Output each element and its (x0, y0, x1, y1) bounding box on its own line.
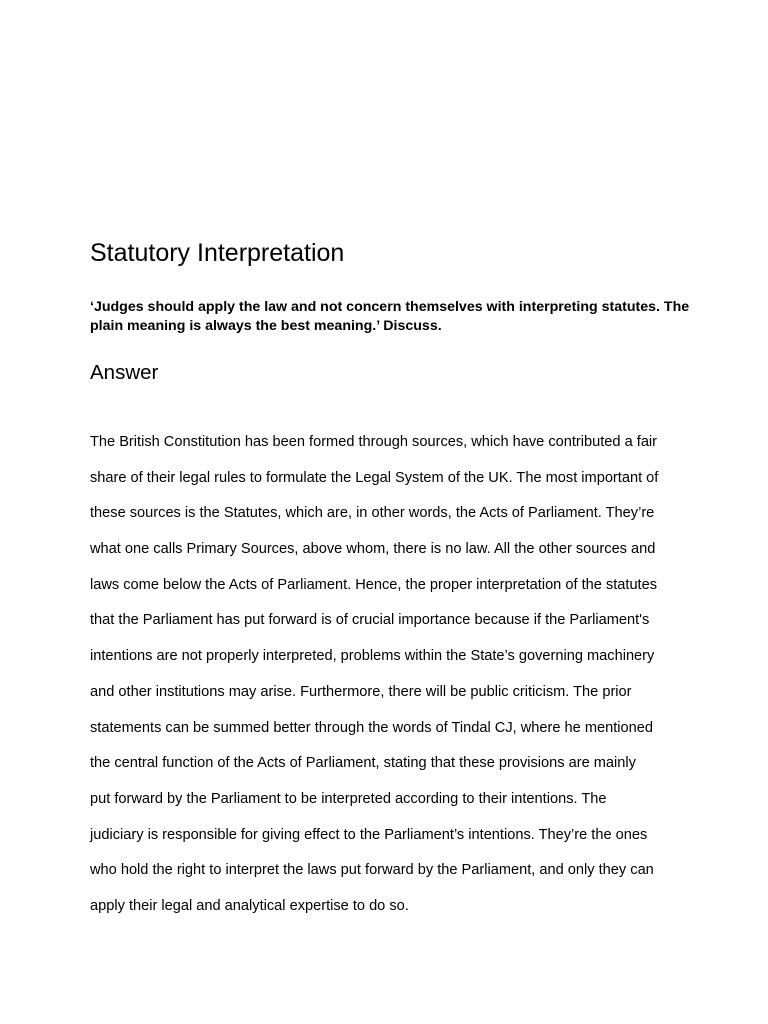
question-prompt: ‘Judges should apply the law and not concern themselves with interpreting statutes. The plain meaning is always the best meaning.’ Discuss. (90, 299, 690, 334)
answer-line: judiciary is responsible for giving effect to the Parliament’s intentions. They’re the ones (90, 826, 648, 843)
answer-body (90, 425, 690, 925)
answer-line: and other institutions may arise. Furthermore, there will be public criticism. The prior (90, 683, 632, 700)
answer-line: what one calls Primary Sources, above whom, there is no law. All the other sources and (90, 541, 656, 558)
answer-line: the central function of the Acts of Parliament, stating that these provisions are mainly (90, 755, 636, 772)
answer-line: that the Parliament has put forward is of crucial importance because if the Parliament's (90, 612, 650, 629)
answer-line: laws come below the Acts of Parliament. Hence, the proper interpretation of the statutes (90, 576, 658, 593)
answer-line: apply their legal and analytical expertise to do so. (90, 897, 409, 914)
answer-line: intentions are not properly interpreted, problems within the State’s governing machinery (90, 648, 655, 665)
answer-line: these sources is the Statutes, which are, in other words, the Acts of Parliament. They’re (90, 505, 655, 522)
answer-line: The British Constitution has been formed through sources, which have contributed a fair (90, 434, 658, 450)
answer-line: put forward by the Parliament to be interpreted according to their intentions. The (90, 790, 607, 807)
answer-line: share of their legal rules to formulate the Legal System of the UK. The most important of (90, 469, 659, 486)
answer-heading: Answer (90, 361, 159, 384)
page-title: Statutory Interpretation (90, 239, 345, 267)
answer-line: statements can be summed better through the words of Tindal CJ, where he mentioned (90, 719, 653, 736)
answer-line: who hold the right to interpret the laws put forward by the Parliament, and only they can (90, 862, 654, 879)
